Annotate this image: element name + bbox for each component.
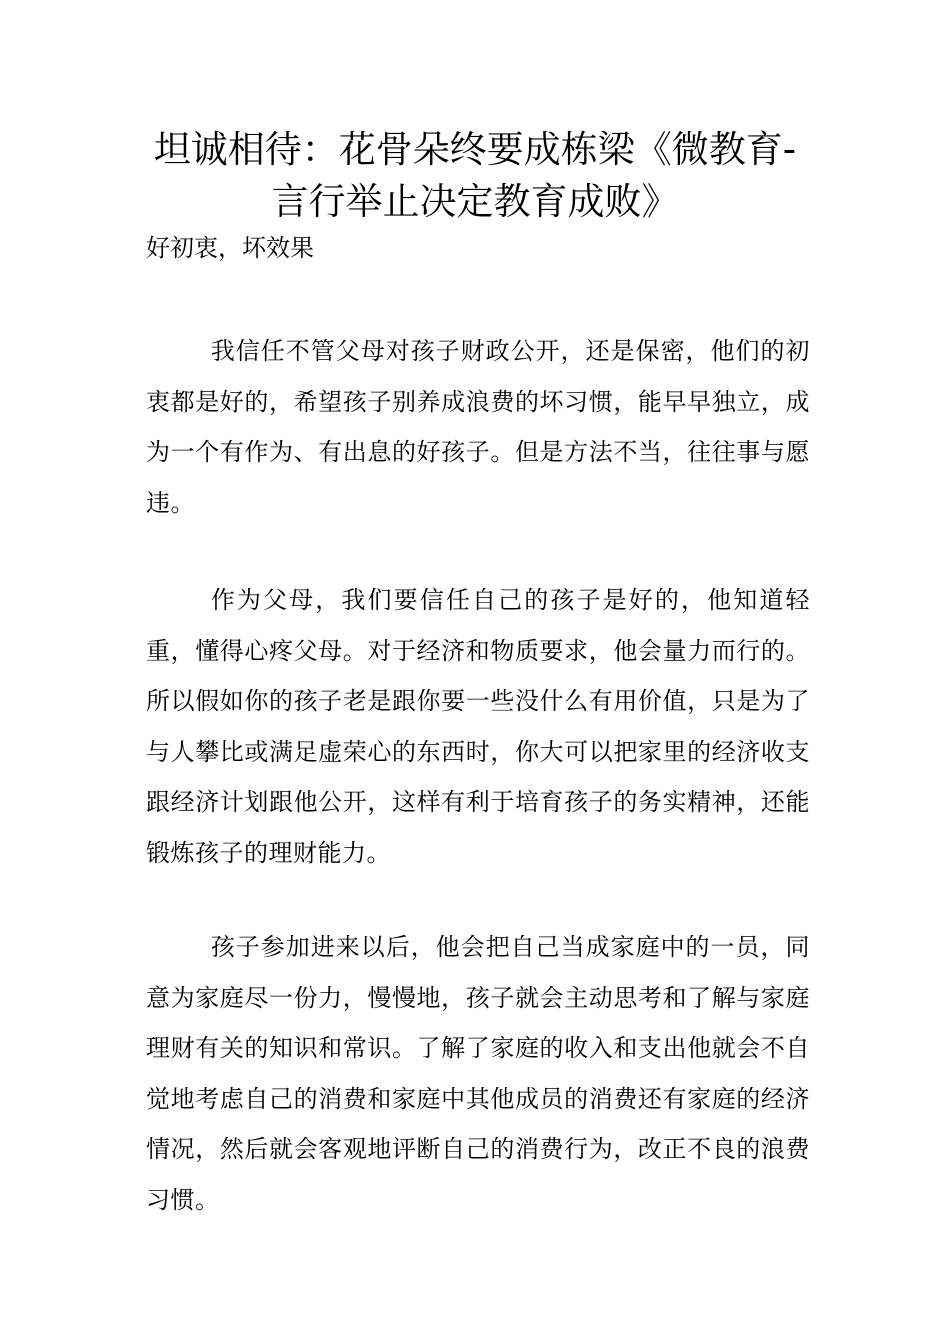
- paragraph-1: 我信任不管父母对孩子财政公开，还是保密，他们的初衷都是好的，希望孩子别养成浪费的坏习惯，能早早独立，成为一个有作为、有出息的好孩子。但是方法不当，往往事与愿违。: [146, 337, 810, 517]
- paragraph-3: 孩子参加进来以后，他会把自己当成家庭中的一员，同意为家庭尽一份力，慢慢地，孩子就会主动思考和了解与家庭理财有关的知识和常识。了解了家庭的收入和支出他就会不自觉地考虑自己的消费和家庭中其他成员的消费还有家庭的经济情况，然后就会客观地评断自己的消费行为，改正不良的浪费习惯。: [146, 933, 810, 1214]
- section-subtitle: 好初衷，坏效果: [146, 234, 314, 262]
- paragraph-2: 作为父母，我们要信任自己的孩子是好的，他知道轻重，懂得心疼父母。对于经济和物质要求，他会量力而行的。所以假如你的孩子老是跟你要一些没什么有用价值，只是为了与人攀比或满足虚荣心的东西时，你大可以把家里的经济收支跟经济计划跟他公开，这样有利于培育孩子的务实精神，还能锻炼孩子的理财能力。: [146, 586, 810, 867]
- document-title: 坦诚相待：花骨朵终要成栋梁《微教育-言行举止决定教育成败》: [153, 128, 797, 223]
